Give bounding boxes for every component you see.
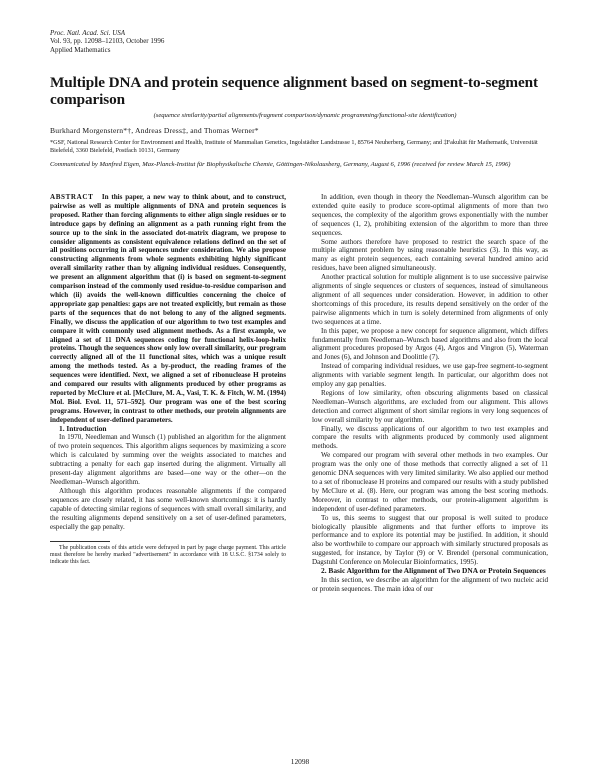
body-paragraph: Another practical solution for multiple alignment is to use successive pairwise alignments of single sequences or clusters of sequences, instead of simultaneous alignment of all sequences under consideration. However, in addition to other shortcomings of this procedure, its results depend sensitively on the order of the pairwise alignments which in turn is solely determined from alignments of only two sequences at a time. <box>312 273 548 326</box>
section-heading-basic-algorithm: 2. Basic Algorithm for the Alignment of Two DNA or Protein Sequences <box>321 566 546 576</box>
journal-volume: Vol. 93, pp. 12098–12103, October 1996 <box>50 37 165 46</box>
body-paragraph: Instead of comparing individual residues, we use gap-free segment-to-segment alignments with variable segment length. In particular, our algorithm does not employ any gap penalties. <box>312 362 548 389</box>
authors: Burkhard Morgenstern*†, Andreas Dress‡, and Thomas Werner* <box>50 126 259 135</box>
section-heading-introduction: 1. Introduction <box>59 423 107 433</box>
abstract-label: ABSTRACT <box>50 193 94 201</box>
journal-name: Proc. Natl. Acad. Sci. USA <box>50 29 126 37</box>
journal-section: Applied Mathematics <box>50 45 111 54</box>
body-paragraph: Although this algorithm produces reasonable alignments if the compared sequences are closely related, it has some well-known shortcomings: it is hardly capable of detecting similar regions of sequences with small overall similarity, and the resulting alignments depend sensitively on a set of user-defined parameters, especially the gap penalty. <box>50 486 286 531</box>
body-paragraph: We compared our program with several other methods in two examples. Our program was the only one of those methods that correctly aligned a set of 11 genomic DNA sequences with very limited similarity. We also applied our method to a set of ribonuclease H proteins and compared our results with a study published by McClure et al. (8). Here, our program was among the best scoring methods. Moreover, in contrast to other methods, our protein-alignment algorithm is independent of user-defined parameters. <box>312 451 549 513</box>
journal-header <box>50 29 164 54</box>
body-paragraph: Regions of low similarity, often obscuring alignments based on classical Needleman–Wunsch algorithms, are excluded from our alignment. This allows detection and correct alignment of short similar regions in very long sequences of low overall similarity by our algorithm. <box>312 388 548 424</box>
communicated-by: Communicated by Manfred Eigen, Max-Planck-Institut für Biophysikalische Chemie, Göttingen-Nikolausberg, Germany, August 6, 1996 (received for review March 15, 1996) <box>50 161 511 168</box>
article-title: Multiple DNA and protein sequence alignment based on segment-to-segment comparison <box>50 74 538 108</box>
footnote-divider <box>50 541 110 542</box>
body-paragraph: Finally, we discuss applications of our algorithm to two test examples and compare the results with alignments produced by commonly used alignment methods. <box>312 424 548 451</box>
body-paragraph: To us, this seems to suggest that our proposal is well suited to produce biologically plausible alignments and that further efforts to improve its performance and to explore its potential may be justified. In addition, it should also be worthwhile to compare our approach with similarly structured proposals as suggested, for instance, by Taylor (9) or V. Brendel (personal communication, Dagstuhl Conference on Molecular Bioinformatics, 1995). <box>312 513 548 567</box>
body-paragraph: Some authors therefore have proposed to restrict the search space of the multiple alignment problem by using reasonable heuristics (3). In this way, as many as eight protein sequences, each containing several hundred amino acid residues, have been aligned simultaneously. <box>312 237 548 273</box>
abstract <box>50 193 286 425</box>
right-column <box>312 193 548 594</box>
body-paragraph: In this paper, we propose a new concept for sequence alignment, which differs fundamentally from Needleman–Wunsch based algorithms and also from the local alignment procedures proposed by Argos (4), Argos and Vingron (5), Waterman and Jones (6), and Johnson and Doolittle (7). <box>312 326 548 362</box>
body-paragraph: In this section, we describe an algorithm for the alignment of two nucleic acid or protein sequences. The main idea of our <box>312 575 548 593</box>
body-paragraph: In 1970, Needleman and Wunsch (1) published an algorithm for the alignment of two protein sequences. This algorithm aligns sequences by maximizing a score which is calculated by summing over the weights associated to matches and subtracting a penalty for each gap inserted during the alignment. Virtually all present-day alignment algorithms are based—one way or the other—on the Needleman–Wunsch algorithm. <box>50 433 286 486</box>
page-number: 12098 <box>290 757 310 766</box>
affiliations: *GSF, National Research Center for Environment and Health, Institute of Mammalian Genetics, Ingolstädter Landstrasse 1, 85764 Neuherberg, Germany; and ‡Fakultät für Mathematik, Universität Bielefeld, 3360 Bielefeld, Postfach 10131, Germany <box>50 139 538 154</box>
footnote: The publication costs of this article were defrayed in part by page charge payment. This article must therefore be hereby marked "advertisement" in accordance with 18 U.S.C. §1734 solely to indicate this fact. <box>50 545 286 566</box>
body-paragraph: In addition, even though in theory the Needleman–Wunsch algorithm can be extended quite easily to produce score-optimal alignments of more than two sequences, the complexity of the algorithm grows exponentially with the number of sequences (1, 2), prohibiting extension of the algorithm to more than three sequences. <box>312 193 548 237</box>
left-column <box>50 193 286 566</box>
abstract-text: In this paper, a new way to think about, and to construct, pairwise as well as multiple alignments of DNA and protein sequences is proposed. Rather than forcing alignments to either align single residues or to introduce gaps by defining an alignment as a path running right from the source up to the sink in the associated dot-matrix diagram, we propose to consider alignments as consistent equivalence relations defined on the set of all positions occurring in all sequences under consideration. We also propose constructing alignments from whole segments exhibiting highly significant overall similarity rather than by aligning individual residues. Consequently, we present an alignment algorithm that (i) is based on segment-to-segment comparison instead of the commonly used residue-to-residue comparison and which (ii) avoids the well-known difficulties concerning the choice of appropriate gap penalties: gaps are not treated explicitly, but remain as those parts of the sequences that do not belong to any of the aligned segments. Finally, we discuss the application of our algorithm to two test examples and compare it with commonly used alignment methods. As a first example, we aligned a set of 11 DNA sequences coding for functional helix-loop-helix proteins. Though the sequences show only low overall similarity, our program correctly aligned all of the 11 functional sites, which was a unique result among the methods tested. As a by-product, the reading frames of the sequences were identified. Next, we aligned a set of ribonuclease H proteins and compared our results with alignments produced by other programs as reported by McClure et al. [McClure, M. A., Vasi, T. K. & Fitch, W. M. (1994) Mol. Biol. Evol. 11, 571–592]. Our program was one of the best scoring programs. However, in contrast to other methods, our protein alignments are independent of user-defined parameters. <box>50 193 286 424</box>
keywords: (sequence similarity/partial alignments/fragment comparison/dynamic programming/functional-site identification) <box>153 112 457 119</box>
